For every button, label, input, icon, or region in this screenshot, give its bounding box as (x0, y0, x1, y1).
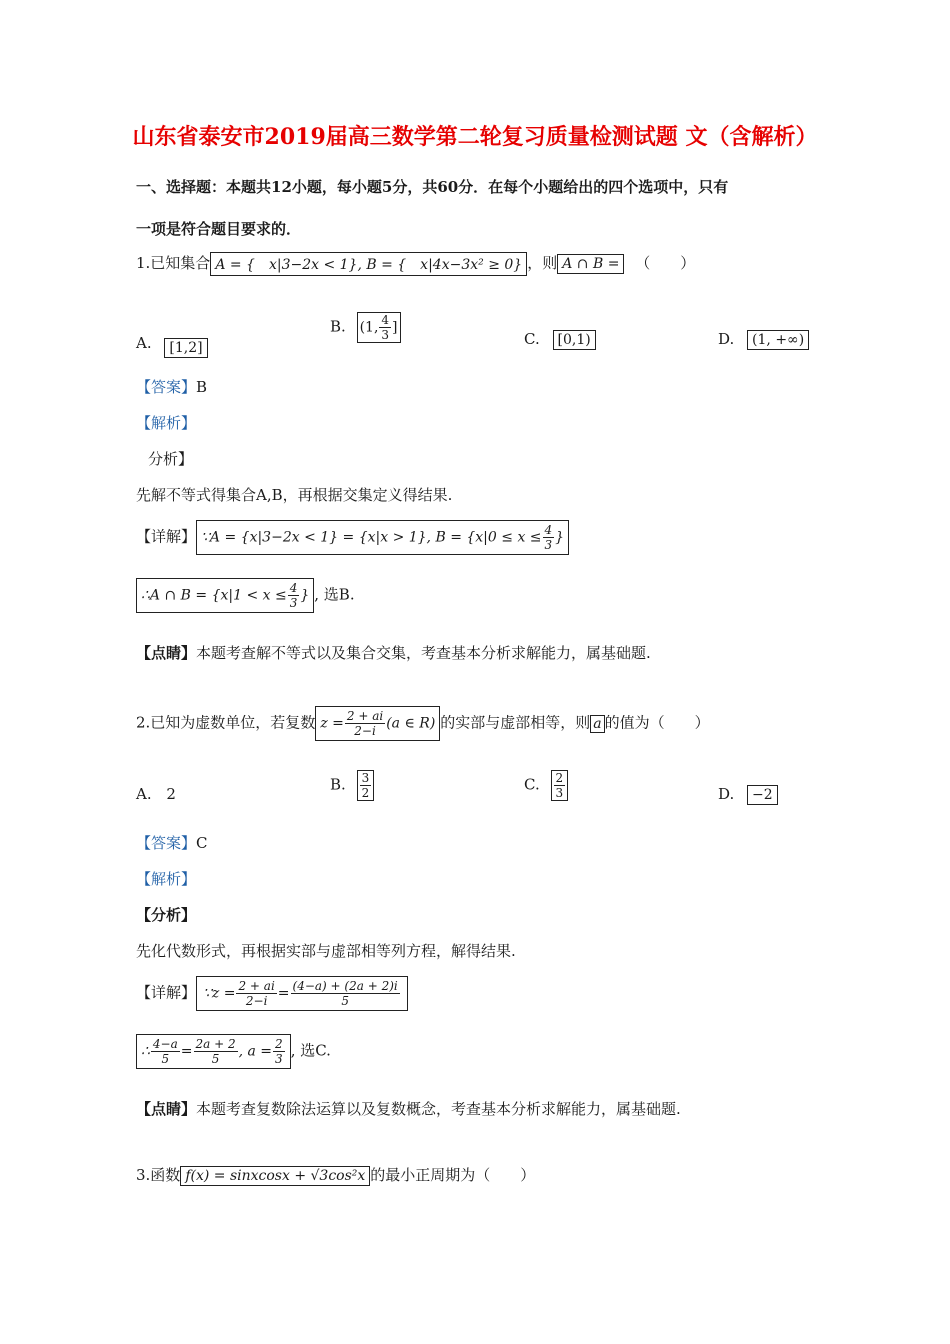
q2-detail-formula-1: ∵z = $\frac{2 + ai}{2-i}$ = $\frac{(4-a) + (2a + 2)i}{5}$ (196, 976, 408, 1011)
q2-option-a-value: 2 (166, 785, 176, 803)
q1-option-c-formula: [0,1) (553, 330, 596, 350)
q3-prefix: 3.函数 (136, 1166, 181, 1184)
section-header-line2: 一项是符合题目要求的． (136, 220, 302, 238)
q1-fenxi-text: 先解不等式得集合A,B，再根据交集定义得结果. (136, 486, 453, 504)
q2-comment-text: 本题考查复数除法运算以及复数概念，考查基本分析求解能力，属基础题. (196, 1100, 681, 1118)
q1-comment (136, 642, 651, 663)
q1-option-d-label: D. (718, 330, 735, 348)
q1-answer-value: B (196, 378, 208, 396)
q2-option-d (718, 785, 778, 805)
q1-detail-1 (136, 520, 569, 555)
q1-analysis-tag: 【解析】 (136, 414, 197, 432)
q2-option-a-label: A. (136, 785, 152, 803)
q2-comment (136, 1098, 681, 1119)
q2-suffix: 的值为（ ） (604, 713, 710, 732)
q1-detail-tag: 【详解】 (136, 527, 197, 546)
q2-answer-value: C (196, 834, 208, 852)
q1-option-d-formula: (1, +∞) (747, 330, 809, 350)
document-title: 山东省泰安市2019届高三数学第二轮复习质量检测试题 文（含解析） (132, 124, 818, 150)
q1-set-formula: A = { x|3−2x < 1}, B = { x|4x−3x² ≥ 0} (210, 252, 527, 276)
q1-option-c-label: C. (524, 330, 540, 348)
q1-answer-tag: 【答案】 (136, 378, 197, 396)
q2-option-c-formula: $\frac{2}{3}$ (551, 770, 569, 801)
section-header-line1: 一、选择题：本题共12小题，每小题5分，共60分．在每个小题给出的四个选项中，只有 (136, 178, 729, 196)
q2-detail-2-after: , 选C. (290, 1041, 331, 1060)
q2-fenxi-tag: 【分析】 (136, 906, 197, 924)
q1-answer (136, 376, 207, 397)
q2-detail-formula-2: ∴ $\frac{4-a}{5}$ = $\frac{2a + 2}{5}$ , a = $\frac{2}{3}$ (136, 1034, 291, 1069)
q1-option-a-label: A. (136, 334, 152, 352)
q2-analysis-tag: 【解析】 (136, 870, 197, 888)
q1-option-b-formula: (1, $\frac{4}{3}$ ] (357, 312, 401, 343)
q2-fenxi-text: 先化代数形式，再根据实部与虚部相等列方程，解得结果. (136, 942, 516, 960)
q2-option-c (524, 770, 568, 801)
q2-answer-tag: 【答案】 (136, 834, 197, 852)
q2-option-c-label: C. (524, 775, 540, 794)
question-1-stem (136, 252, 695, 276)
q3-function-formula: f(x) = sinxcosx + √3cos²x (180, 1166, 370, 1186)
q2-detail-1 (136, 976, 408, 1011)
q1-fenxi-tag: 分析】 (148, 450, 194, 468)
q2-option-d-formula: −2 (747, 785, 778, 805)
q1-option-d (718, 330, 809, 350)
q2-option-b (330, 770, 374, 801)
q2-option-d-label: D. (718, 785, 735, 803)
q2-detail-tag: 【详解】 (136, 983, 197, 1002)
q2-prefix: 2.已知为虚数单位，若复数 (136, 713, 316, 732)
q1-option-a (136, 330, 208, 358)
q1-detail-2 (136, 578, 355, 613)
q1-then: ，则 (527, 254, 558, 272)
q1-comment-text: 本题考查解不等式以及集合交集，考查基本分析求解能力，属基础题. (196, 644, 651, 662)
q2-z-formula: z = $\frac{2 + ai}{2-i}$ (a ∈ R) (315, 706, 440, 741)
q1-detail-2-after: , 选B. (314, 585, 355, 604)
q1-blank: （ ） (635, 254, 696, 272)
q1-option-c (524, 330, 596, 350)
q1-option-a-formula: [1,2] (164, 338, 207, 358)
question-3-stem (136, 1164, 535, 1186)
q2-detail-2 (136, 1034, 331, 1069)
q1-detail-formula-2: ∴A ∩ B = {x|1 < x ≤ $\frac{4}{3}$ } (136, 578, 314, 613)
q1-prefix: 1.已知集合 (136, 254, 211, 272)
q1-option-b (330, 312, 401, 343)
q3-suffix: 的最小正周期为（ ） (370, 1166, 536, 1184)
q2-option-b-formula: $\frac{3}{2}$ (357, 770, 375, 801)
q2-option-b-label: B. (330, 775, 346, 794)
q1-detail-formula-1: ∵A = {x|3−2x < 1} = {x|x > 1}, B = {x|0 ≤ x ≤ $\frac{4}{3}$ } (196, 520, 569, 555)
q2-answer (136, 832, 208, 853)
q2-mid: 的实部与虚部相等，则 (440, 713, 591, 732)
question-2-stem (136, 706, 710, 741)
q1-option-b-label: B. (330, 317, 346, 336)
q2-option-a (136, 785, 176, 803)
q2-comment-tag: 【点睛】 (136, 1100, 197, 1118)
q1-comment-tag: 【点睛】 (136, 644, 197, 662)
q2-var: a (590, 715, 604, 733)
q1-target-formula: A ∩ B = (557, 254, 624, 274)
